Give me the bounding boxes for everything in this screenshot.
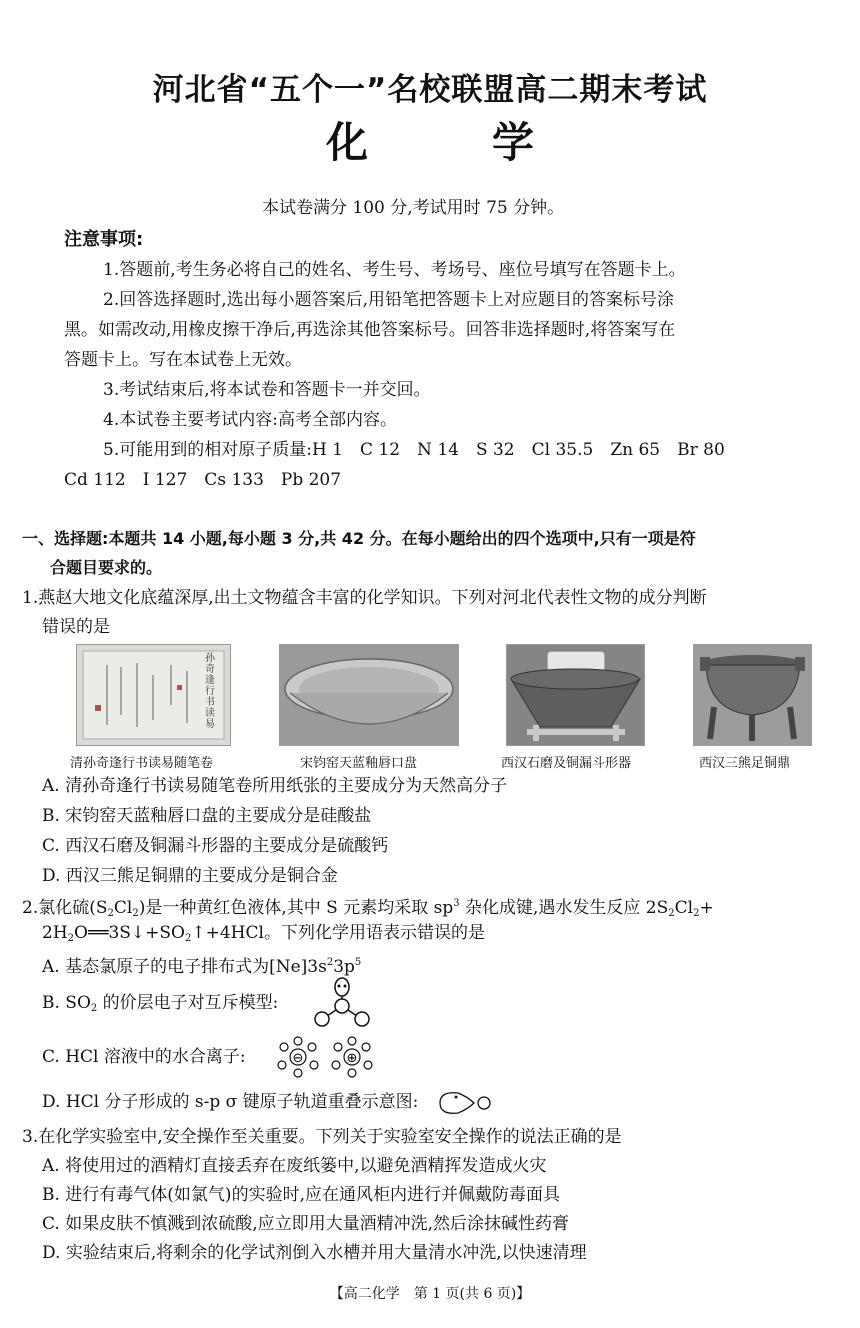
notice-line: 1.答题前,考生务必将自己的姓名、考生号、考场号、座位号填写在答题卡上。 bbox=[103, 260, 686, 280]
figure-caption: 宋钧窑天蓝釉唇口盘 bbox=[300, 756, 418, 771]
figure-caption: 西汉三熊足铜鼎 bbox=[699, 756, 791, 771]
figure-caption: 西汉石磨及铜漏斗形器 bbox=[501, 756, 632, 771]
notice-line: 2.回答选择题时,选出每小题答案后,用铅笔把答题卡上对应题目的答案标号涂 bbox=[103, 290, 675, 310]
minus-ion-icon: ⊖ bbox=[292, 1051, 304, 1066]
q3-option-b: B. 进行有毒气体(如氯气)的实验时,应在通风柜内进行并佩戴防毒面具 bbox=[42, 1185, 560, 1205]
page-footer: 【高二化学 第 1 页(共 6 页)】 bbox=[329, 1286, 531, 1302]
q1-stem-cont: 错误的是 bbox=[42, 617, 110, 637]
subject-title bbox=[0, 110, 860, 170]
notice-heading: 注意事项: bbox=[64, 229, 144, 250]
subject-char-2: 学 bbox=[492, 118, 535, 167]
q1-option-c: C. 西汉石磨及铜漏斗形器的主要成分是硫酸钙 bbox=[42, 836, 389, 856]
q3-option-c: C. 如果皮肤不慎溅到浓硫酸,应立即用大量酒精冲洗,然后涂抹碱性药膏 bbox=[42, 1214, 570, 1234]
figure-calligraphy-scroll bbox=[76, 644, 231, 746]
orbital-overlap-diagram bbox=[436, 1089, 492, 1117]
notice-line: Cd 112 I 127 Cs 133 Pb 207 bbox=[64, 470, 342, 490]
notice-line: 黑。如需改动,用橡皮擦干净后,再选涂其他答案标号。回答非选择题时,将答案写在 bbox=[64, 320, 676, 340]
plus-ion-icon: ⊕ bbox=[346, 1051, 358, 1066]
hydrated-ions-diagram bbox=[274, 1035, 380, 1079]
notice-line: 3.考试结束后,将本试卷和答题卡一并交回。 bbox=[103, 380, 431, 400]
q3-option-d: D. 实验结束后,将剩余的化学试剂倒入水槽并用大量清水冲洗,以快速清理 bbox=[42, 1243, 587, 1263]
figure-stone-mill bbox=[506, 644, 645, 746]
scroll-inscription: 孙奇逢行书读易 bbox=[205, 653, 215, 730]
q2-option-d: D. HCl 分子形成的 s-p σ 键原子轨道重叠示意图: bbox=[42, 1092, 419, 1112]
section-heading: 一、选择题:本题共 14 小题,每小题 3 分,共 42 分。在每小题给出的四个选项中,只有一项是符 bbox=[22, 529, 696, 548]
subject-char-1: 化 bbox=[325, 118, 368, 167]
q2-stem-cont: $2H_2O══3S↓+SO_2↑+4HCl$。下列化学用语表示错误的是 bbox=[42, 923, 485, 944]
exam-title: 河北省“五个一”名校联盟高二期末考试 bbox=[152, 72, 708, 108]
section-heading-cont: 合题目要求的。 bbox=[50, 558, 163, 577]
q2-stem: 2.氯化硫$(S_2Cl_2)$是一种黄红色液体,其中 S 元素均采取 $sp^3$ 杂化成键,遇水发生反应 $2S_2Cl_2+$ bbox=[22, 898, 714, 919]
q3-stem: 3.在化学实验室中,安全操作至关重要。下列关于实验室安全操作的说法正确的是 bbox=[22, 1127, 622, 1147]
q1-stem: 1.燕赵大地文化底蕴深厚,出土文物蕴含丰富的化学知识。下列对河北代表性文物的成分判断 bbox=[22, 588, 707, 608]
q2-option-a: A. 基态氯原子的电子排布式为$[Ne]3s^23p^5$ bbox=[42, 957, 362, 977]
q3-option-a: A. 将使用过的酒精灯直接丢弃在废纸篓中,以避免酒精挥发造成火灾 bbox=[42, 1156, 547, 1176]
q1-option-a: A. 清孙奇逢行书读易随笔卷所用纸张的主要成分为天然高分子 bbox=[42, 776, 508, 796]
notice-line: 5.可能用到的相对原子质量:H 1 C 12 N 14 S 32 Cl 35.5 Zn 65 Br 80 bbox=[103, 440, 725, 460]
q2-option-c: C. HCl 溶液中的水合离子: bbox=[42, 1047, 246, 1067]
figure-caption: 清孙奇逢行书读易随笔卷 bbox=[70, 756, 214, 771]
figure-bronze-ding bbox=[693, 644, 812, 746]
notice-line: 4.本试卷主要考试内容:高考全部内容。 bbox=[103, 410, 397, 430]
q1-option-b: B. 宋钧窑天蓝釉唇口盘的主要成分是硅酸盐 bbox=[42, 806, 372, 826]
q2-option-b: B. $SO_2$ 的价层电子对互斥模型: bbox=[42, 993, 279, 1014]
exam-info: 本试卷满分 100 分,考试用时 75 分钟。 bbox=[262, 198, 565, 218]
notice-line: 答题卡上。写在本试卷上无效。 bbox=[64, 350, 302, 370]
q1-option-d: D. 西汉三熊足铜鼎的主要成分是铜合金 bbox=[42, 866, 338, 886]
vsepr-model-diagram bbox=[312, 976, 374, 1028]
figure-porcelain-plate bbox=[279, 644, 459, 746]
